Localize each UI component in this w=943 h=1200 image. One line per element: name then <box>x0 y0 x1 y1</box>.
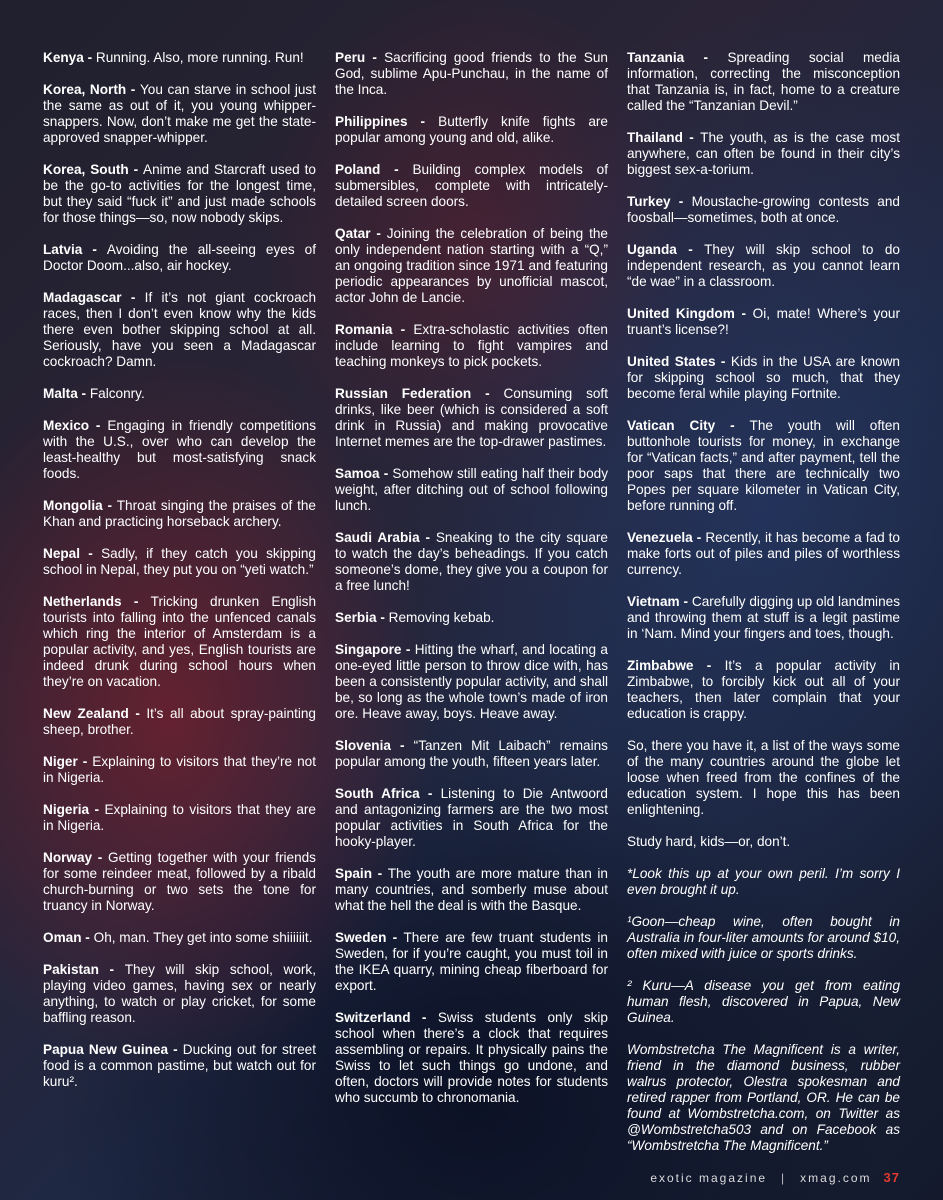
country-description: Engaging in friendly competitions with the U.S., over who can develop the least-healthy but most-satisfying snack foods. <box>43 418 316 481</box>
country-separator: - <box>370 226 387 241</box>
country-description: The youth, as is the case most anywhere, can often be found in their city’s biggest sex-a-torium. <box>627 130 900 177</box>
country-description: Avoiding the all-seeing eyes of Doctor Doom...also, air hockey. <box>43 242 316 273</box>
country-name: Romania <box>335 322 393 337</box>
country-description: Moustache-growing contests and foosball—sometimes, both at once. <box>627 194 900 225</box>
country-entry <box>335 930 608 994</box>
footer-separator: | <box>781 1171 787 1185</box>
footnote-kuru: ² Kuru—A disease you get from eating human flesh, discovered in Papua, New Guinea. <box>627 978 900 1025</box>
country-description: Building complex models of submersibles, complete with intricately-detailed screen doors. <box>335 162 608 209</box>
country-name: United Kingdom <box>627 306 735 321</box>
country-separator: - <box>682 130 701 145</box>
country-description: The youth are more mature than in many countries, and somberly muse about what the hell the deal is with the Basque. <box>335 866 608 913</box>
country-separator: - <box>380 162 413 177</box>
country-name: Nepal <box>43 546 81 561</box>
country-name: Venezuela <box>627 530 693 545</box>
country-separator: - <box>684 50 728 65</box>
country-separator: - <box>121 290 145 305</box>
country-name: United States <box>627 354 716 369</box>
country-separator: - <box>77 754 93 769</box>
country-description: Joining the celebration of being the only independent nation starting with a “Q,” an ongoing tradition since 1971 and featuring periodic appearances by unofficial mascot, actor John de Lancie. <box>335 226 608 305</box>
country-separator: - <box>77 386 90 401</box>
country-name: South Africa <box>335 786 420 801</box>
country-description: Sneaking to the city square to watch the day’s beheadings. If you catch someone’s dome, they give you a coupon for a free lunch! <box>335 530 608 593</box>
country-entry <box>627 130 900 178</box>
country-entry <box>627 530 900 578</box>
country-description: Extra-scholastic activities often include learning to fight vampires and teaching monkeys to pick pockets. <box>335 322 608 369</box>
column-1 <box>43 50 316 1106</box>
country-separator: - <box>679 594 692 609</box>
country-entry <box>43 242 316 274</box>
country-description: Explaining to visitors that they are in Nigeria. <box>43 802 316 833</box>
footnote-goon: ¹Goon—cheap wine, often bought in Australia in four-liter amounts for around $10, often mixed with juice or sports drinks. <box>627 914 900 961</box>
country-name: Russian Federation <box>335 386 472 401</box>
country-entry <box>43 706 316 738</box>
country-entry <box>335 50 608 98</box>
country-name: Samoa <box>335 466 380 481</box>
country-entry <box>43 50 316 66</box>
country-description: Hitting the wharf, and locating a one-eyed little person to throw dice with, has been a consistently popular activity, and shall be, so long as the whole town’s made of iron ore. Heave away, boys. Heave away. <box>335 642 608 721</box>
country-name: Poland <box>335 162 381 177</box>
country-name: Madagascar <box>43 290 122 305</box>
country-separator: - <box>386 930 404 945</box>
country-name: Korea, South <box>43 162 129 177</box>
country-name: Singapore <box>335 642 402 657</box>
country-entry <box>43 802 316 834</box>
country-entry <box>335 610 608 626</box>
country-description: Running. Also, more running. Run! <box>95 50 304 65</box>
country-description: The youth will often buttonhole tourists for money, in exchange for “Vatican facts,” and after payment, tell the poor saps that there are technically two Popes per square kilometer in Vatican City, before running off. <box>627 418 900 513</box>
country-entry <box>43 418 316 482</box>
country-separator: - <box>168 1042 183 1057</box>
country-separator: - <box>82 242 107 257</box>
country-separator: - <box>89 418 108 433</box>
country-separator: - <box>365 50 385 65</box>
country-separator: - <box>692 530 706 545</box>
country-description: Listening to Die Antwoord and antagonizing farmers are the two most popular activities in South Africa for the hooky-player. <box>335 786 608 849</box>
country-entry <box>335 114 608 146</box>
country-name: Mexico <box>43 418 90 433</box>
country-separator: - <box>379 466 393 481</box>
country-entry <box>335 530 608 594</box>
country-separator: - <box>390 738 414 753</box>
country-name: Nigeria <box>43 802 90 817</box>
country-description: They will skip school, work, playing video games, having sex or nearly anything, to watch or play cricket, for some baffling reason. <box>43 962 316 1025</box>
country-entry <box>335 322 608 370</box>
country-name: Kenya <box>43 50 84 65</box>
country-entry <box>335 466 608 514</box>
country-description: Butterfly knife fights are popular among young and old, alike. <box>335 114 608 145</box>
country-description: Ducking out for street food is a common pastime, but watch out for kuru². <box>43 1042 316 1089</box>
country-entry <box>335 642 608 722</box>
page-footer <box>650 1170 900 1185</box>
country-entry <box>335 738 608 770</box>
country-separator: - <box>693 658 725 673</box>
country-entry <box>627 594 900 642</box>
country-description: Carefully digging up old landmines and throwing them at stuff is a legit pastime in ‘Nam. Mind your fingers and toes, though. <box>627 594 900 641</box>
country-entry <box>627 50 900 114</box>
country-entry <box>335 786 608 850</box>
country-separator: - <box>92 850 109 865</box>
country-separator: - <box>376 610 389 625</box>
country-name: Niger <box>43 754 78 769</box>
column-3-entries <box>627 50 900 722</box>
country-name: Oman <box>43 930 82 945</box>
country-name: Slovenia <box>335 738 391 753</box>
country-description: They will skip school to do independent research, as you cannot learn “de wae” in a classroom. <box>627 242 900 289</box>
site-url: xmag.com <box>800 1171 872 1185</box>
country-description: Sacrificing good friends to the Sun God, sublime Apu-Punchau, in the name of the Inca. <box>335 50 608 97</box>
country-entry <box>43 850 316 914</box>
country-separator: - <box>372 866 388 881</box>
country-description: Falconry. <box>89 386 145 401</box>
country-entry <box>43 930 316 946</box>
country-name: Norway <box>43 850 93 865</box>
country-description: Tricking drunken English tourists into falling into the unfenced canals which ring the interior of Amsterdam is a popular activity, and yes, English tourists are indeed drunk during school hours when they’re on vacation. <box>43 594 316 689</box>
country-name: Turkey <box>627 194 671 209</box>
country-name: Malta <box>43 386 78 401</box>
country-separator: - <box>128 162 144 177</box>
country-separator: - <box>81 930 94 945</box>
country-entry <box>627 306 900 338</box>
country-separator: - <box>419 530 436 545</box>
country-name: Korea, North <box>43 82 127 97</box>
country-name: Sweden <box>335 930 387 945</box>
country-entry <box>43 290 316 370</box>
country-description: It’s all about spray-painting sheep, brother. <box>43 706 316 737</box>
country-name: Serbia <box>335 610 377 625</box>
country-name: Netherlands <box>43 594 122 609</box>
country-entry <box>43 1042 316 1090</box>
country-separator: - <box>715 418 750 433</box>
country-description: Kids in the USA are known for skipping school so much, that they become feral while playing Fortnite. <box>627 354 900 401</box>
country-separator: - <box>410 1010 438 1025</box>
country-separator: - <box>676 242 705 257</box>
country-entry <box>627 658 900 722</box>
country-description: Spreading social media information, correcting the misconception that Tanzania is, in fact, home to a creature called the “Tanzanian Devil.” <box>627 50 900 113</box>
country-entry <box>335 226 608 306</box>
country-description: You can starve in school just the same as out of it, you young whipper-snappers. Now, don’t make me get the state-approved snapper-whipper. <box>43 82 316 145</box>
author-bio: Wombstretcha The Magnificent is a writer, friend in the diamond business, rubber walrus protector, Olestra spokesman and retired rapper from Portland, OR. He can be found at Wombstretcha.com, on Twitter as @Wombstretcha503 and on Facebook as “Wombstretcha The Magnificent.” <box>627 1042 900 1153</box>
country-description: Getting together with your friends for some reindeer meat, followed by a ribald church-burning or two sets the tone for truancy in Norway. <box>43 850 316 913</box>
country-description: “Tanzen Mit Laibach” remains popular among the youth, fifteen years later. <box>335 738 608 769</box>
country-separator: - <box>80 546 102 561</box>
country-separator: - <box>419 786 441 801</box>
country-separator: - <box>407 114 439 129</box>
country-name: Latvia <box>43 242 83 257</box>
country-name: New Zealand <box>43 706 129 721</box>
country-name: Uganda <box>627 242 677 257</box>
country-name: Spain <box>335 866 373 881</box>
country-name: Vietnam <box>627 594 680 609</box>
country-name: Papua New Guinea <box>43 1042 169 1057</box>
country-description: Recently, it has become a fad to make forts out of piles and piles of worthless currency. <box>627 530 900 577</box>
country-description: Throat singing the praises of the Khan and practicing horseback archery. <box>43 498 316 529</box>
country-entry <box>43 498 316 530</box>
country-name: Philippines <box>335 114 408 129</box>
country-separator: - <box>401 642 415 657</box>
country-description: There are few truant students in Sweden, for if you’re caught, you must toil in the IKEA quarry, mining cheap fiberboard for export. <box>335 930 608 993</box>
country-separator: - <box>121 594 151 609</box>
country-description: Explaining to visitors that they’re not in Nigeria. <box>43 754 316 785</box>
closing-summary: So, there you have it, a list of the ways some of the many countries around the globe let loose when freed from the confines of the education system. I hope this has been enlightening. <box>627 738 900 817</box>
country-description: Sadly, if they catch you skipping school in Nepal, they put you on “yeti watch.” <box>43 546 316 577</box>
country-description: Consuming soft drinks, like beer (which is considered a soft drink in Russia) and making provocative Internet memes are the top-drawer pastimes. <box>335 386 608 449</box>
country-separator: - <box>98 962 125 977</box>
page-number: 37 <box>883 1170 900 1185</box>
country-name: Tanzania <box>627 50 685 65</box>
country-separator: - <box>83 50 96 65</box>
country-name: Saudi Arabia <box>335 530 420 545</box>
country-entry <box>43 162 316 226</box>
country-name: Pakistan <box>43 962 99 977</box>
country-name: Qatar <box>335 226 371 241</box>
country-separator: - <box>128 706 147 721</box>
column-3 <box>627 50 900 1170</box>
country-separator: - <box>126 82 140 97</box>
country-separator: - <box>715 354 731 369</box>
country-separator: - <box>392 322 414 337</box>
country-entry <box>627 418 900 514</box>
country-name: Mongolia <box>43 498 103 513</box>
country-name: Switzerland <box>335 1010 411 1025</box>
country-entry <box>335 1010 608 1106</box>
country-entry <box>43 754 316 786</box>
footnote-star: *Look this up at your own peril. I’m sorry I even brought it up. <box>627 866 900 897</box>
country-name: Peru <box>335 50 366 65</box>
country-entry <box>335 866 608 914</box>
country-entry <box>43 546 316 578</box>
country-separator: - <box>102 498 117 513</box>
country-separator: - <box>471 386 504 401</box>
country-description: Somehow still eating half their body weight, after ditching out of school following lunch. <box>335 466 608 513</box>
country-entry <box>335 162 608 210</box>
country-separator: - <box>670 194 692 209</box>
closing-signoff: Study hard, kids—or, don’t. <box>627 834 791 849</box>
country-description: If it’s not giant cockroach races, then I don’t even know why the kids there even bother skipping school at all. Seriously, have you seen a Madagascar cockroach? Damn. <box>43 290 316 369</box>
country-entry <box>627 194 900 226</box>
country-name: Thailand <box>627 130 683 145</box>
column-2 <box>335 50 608 1122</box>
country-entry <box>43 386 316 402</box>
country-separator: - <box>734 306 753 321</box>
country-description: Oi, mate! Where’s your truant’s license?! <box>627 306 900 337</box>
country-description: Anime and Starcraft used to be the go-to activities for the longest time, but they said “fuck it” and just made schools for those things—so, now nobody skips. <box>43 162 316 225</box>
country-entry <box>627 354 900 402</box>
country-entry <box>335 386 608 450</box>
country-entry <box>43 82 316 146</box>
country-name: Zimbabwe <box>627 658 694 673</box>
country-description: Swiss students only skip school when there’s a clock that requires assembling or repairs. It physically pains the Swiss to let such things go undone, and often, doctors will provide notes for students who succumb to chronomania. <box>335 1010 608 1105</box>
magazine-name: exotic magazine <box>650 1171 768 1185</box>
country-description: It’s a popular activity in Zimbabwe, to forcibly kick out all of your teachers, then later complain that your education is crappy. <box>627 658 900 721</box>
country-entry <box>43 962 316 1026</box>
country-entry <box>43 594 316 690</box>
country-separator: - <box>89 802 105 817</box>
country-entry <box>627 242 900 290</box>
country-description: Removing kebab. <box>388 610 495 625</box>
country-name: Vatican City <box>627 418 716 433</box>
country-description: Oh, man. They get into some shiiiiiit. <box>93 930 313 945</box>
